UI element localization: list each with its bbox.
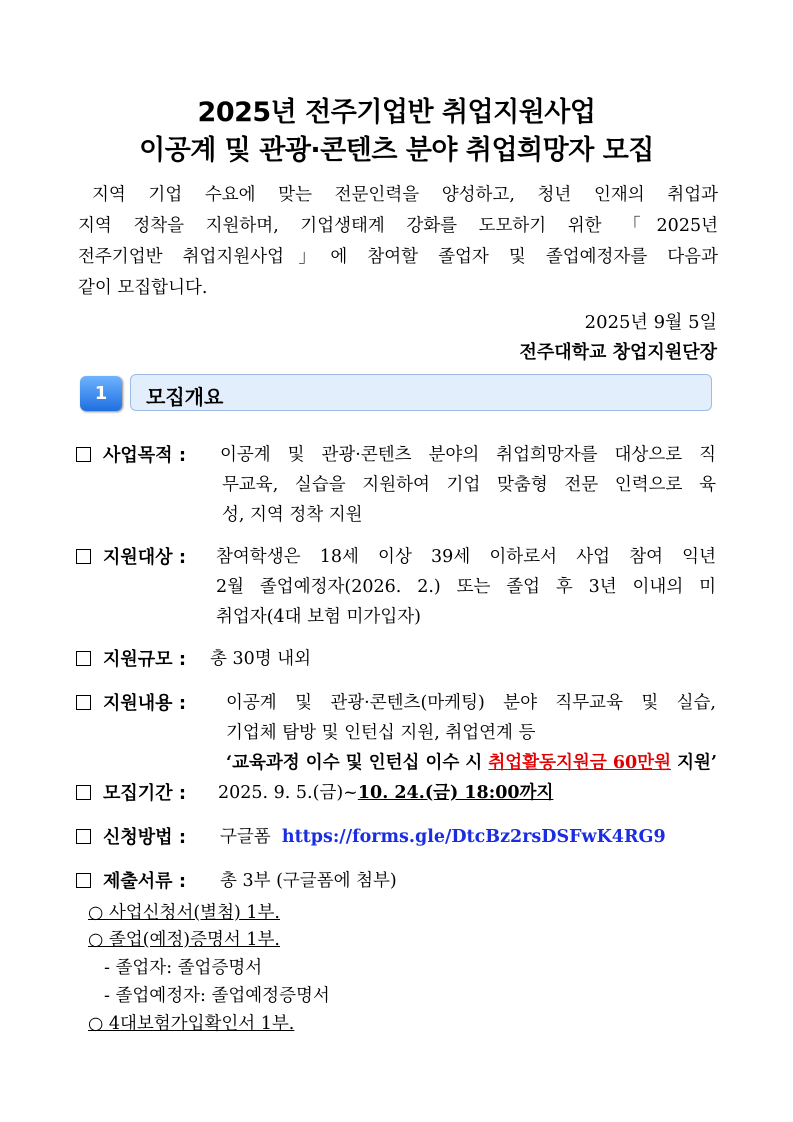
target-line: 2월 졸업예정자(2026. 2.) 또는 졸업 후 3년 이내의 미 bbox=[216, 577, 716, 597]
section-number-badge: 1 bbox=[80, 376, 122, 411]
documents-text: 총 3부 (구글폼에 첨부) bbox=[220, 871, 397, 891]
highlight-prefix: ‘교육과정 이수 및 인턴십 이수 시 bbox=[225, 753, 489, 773]
method-google-form: 구글폼 bbox=[220, 827, 271, 847]
content-line: 기업체 탐방 및 인턴십 지원, 취업연계 등 bbox=[226, 723, 536, 743]
section-title: 모집개요 bbox=[146, 385, 224, 409]
document-subitem: - 졸업자: 졸업증명서 bbox=[104, 958, 263, 978]
scale-label: 지원규모 : bbox=[103, 649, 187, 670]
checkbox-icon bbox=[76, 447, 91, 462]
application-link[interactable]: https://forms.gle/DtcBz2rsDSFwK4RG9 bbox=[281, 827, 666, 847]
checkbox-icon bbox=[76, 695, 91, 710]
intro-line: 같이 모집합니다. bbox=[78, 278, 208, 298]
content-heading bbox=[76, 689, 186, 715]
target-line: 참여학생은 18세 이상 39세 이하로서 사업 참여 익년 bbox=[216, 547, 716, 567]
document-item: ○ 졸업(예정)증명서 1부. bbox=[88, 930, 280, 950]
document-item: ○ 4대보험가입확인서 1부. bbox=[88, 1014, 295, 1034]
content-label: 지원내용 : bbox=[103, 693, 187, 714]
target-heading bbox=[76, 543, 186, 569]
method-heading bbox=[76, 823, 186, 849]
target-line: 취업자(4대 보험 미가입자) bbox=[216, 607, 421, 627]
checkbox-icon bbox=[76, 873, 91, 888]
scale-heading bbox=[76, 645, 186, 671]
date: 2025년 9월 5일 bbox=[584, 312, 717, 333]
highlight-amount: 취업활동지원금 60만원 bbox=[488, 753, 671, 773]
checkbox-icon bbox=[76, 785, 91, 800]
period-label: 모집기간 : bbox=[103, 783, 187, 804]
intro-line: 지역 정착을 지원하며, 기업생태계 강화를 도모하기 위한 「2025년 bbox=[78, 216, 718, 236]
purpose-line: 이공계 및 관광·콘텐츠 분야의 취업희망자를 대상으로 직 bbox=[220, 445, 716, 465]
issuer: 전주대학교 창업지원단장 bbox=[519, 342, 717, 363]
document-subitem: - 졸업예정자: 졸업예정증명서 bbox=[104, 986, 330, 1006]
period-text bbox=[218, 779, 553, 804]
title-line-2: 이공계 및 관광·콘텐츠 분야 취업희망자 모집 bbox=[139, 135, 654, 166]
checkbox-icon bbox=[76, 651, 91, 666]
intro-line: 지역 기업 수요에 맞는 전문인력을 양성하고, 청년 인재의 취업과 bbox=[92, 185, 718, 205]
content-highlight bbox=[226, 749, 717, 774]
method-text bbox=[220, 823, 666, 848]
document-item: ○ 사업신청서(별첨) 1부. bbox=[88, 903, 280, 923]
period-deadline: 10. 24.(금) 18:00까지 bbox=[357, 783, 554, 803]
target-label: 지원대상 : bbox=[103, 547, 187, 568]
content-line: 이공계 및 관광·콘텐츠(마케팅) 분야 직무교육 및 실습, bbox=[226, 693, 716, 713]
highlight-suffix: 지원’ bbox=[671, 753, 717, 773]
purpose-label: 사업목적 : bbox=[103, 445, 187, 466]
purpose-line: 무교육, 실습을 지원하여 기업 맞춤형 전문 인력으로 육 bbox=[222, 475, 716, 495]
period-heading bbox=[76, 779, 186, 805]
documents-heading bbox=[76, 867, 186, 893]
scale-text: 총 30명 내외 bbox=[210, 649, 312, 669]
period-start: 2025. 9. 5.(금)~ bbox=[218, 783, 358, 803]
method-label: 신청방법 : bbox=[103, 827, 187, 848]
purpose-line: 성, 지역 정착 지원 bbox=[222, 505, 363, 525]
checkbox-icon bbox=[76, 549, 91, 564]
intro-line: 전주기업반 취업지원사업」에 참여할 졸업자 및 졸업예정자를 다음과 bbox=[78, 247, 718, 267]
checkbox-icon bbox=[76, 829, 91, 844]
documents-label: 제출서류 : bbox=[103, 871, 187, 892]
purpose-heading bbox=[76, 441, 186, 467]
title-line-1: 2025년 전주기업반 취업지원사업 bbox=[197, 97, 596, 128]
